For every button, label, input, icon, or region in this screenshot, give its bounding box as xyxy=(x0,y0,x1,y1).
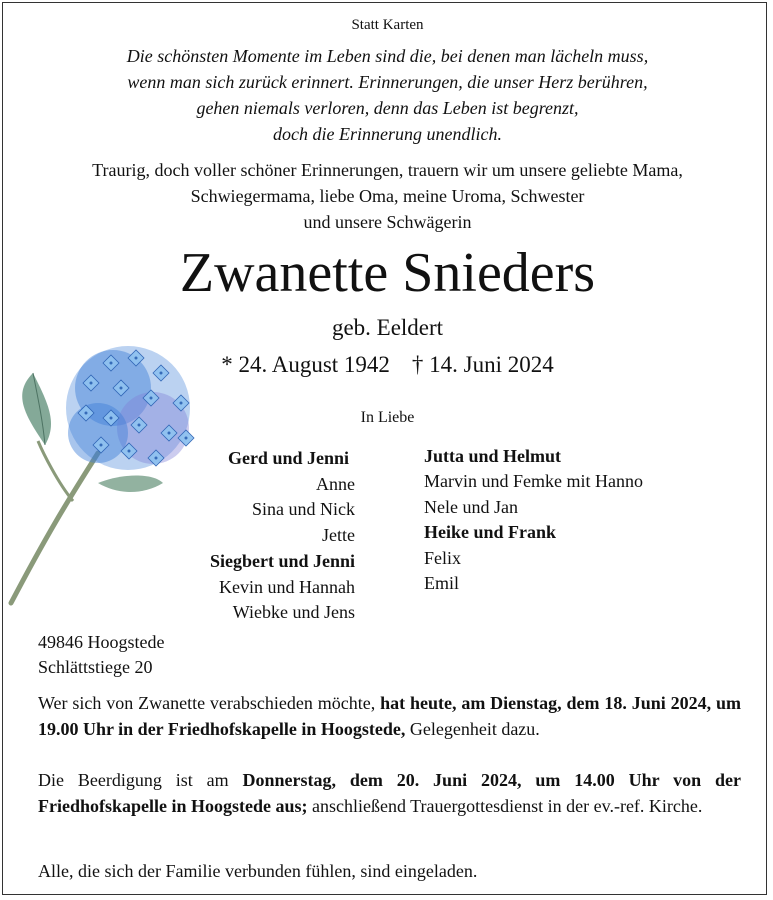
funeral-text-end: anschließend Trauergottesdienst in der ev.-ref. Kirche. xyxy=(307,795,703,816)
poem xyxy=(3,43,767,147)
family-member: Nele und Jan xyxy=(424,496,518,517)
funeral-text: Die Beerdigung ist am xyxy=(38,770,243,790)
life-dates xyxy=(3,350,767,380)
header-statt-karten: Statt Karten xyxy=(351,17,424,33)
funeral-time-location: Donnerstag, dem 20. Juni 2024, um 14.00 Uhr von der Friedhofskapelle in Hoogstede aus; xyxy=(38,770,741,816)
address-block xyxy=(38,630,164,680)
address-city: 49846 Hoogstede xyxy=(38,632,165,652)
family-group-head: Siegbert und Jenni xyxy=(209,550,355,571)
deceased-name: Zwanette Snieders xyxy=(179,242,596,304)
farewell-time-location: hat heute, am Dienstag, dem 18. Juni 2024, um 19.00 Uhr in der Friedhofskapelle in Hoogstede, xyxy=(38,693,742,739)
maiden-name: geb. Eeldert xyxy=(331,315,444,340)
intro-line: Schwiegermama, liebe Oma, meine Uroma, Schwester xyxy=(190,186,585,206)
farewell-text: Wer sich von Zwanette verabschieden möchte, xyxy=(38,693,381,713)
family-member: Kevin und Hannah xyxy=(219,576,355,597)
farewell-paragraph xyxy=(38,691,741,742)
family-member: Sina und Nick xyxy=(252,499,355,520)
obituary-frame xyxy=(2,2,767,895)
intro-line: und unsere Schwägerin xyxy=(303,212,472,232)
family-group-head: Gerd und Jenni xyxy=(227,448,349,468)
farewell-text-end: Gelegenheit dazu. xyxy=(405,718,540,739)
poem-line: Die schönsten Momente im Leben sind die, bei denen man lächeln muss, xyxy=(126,46,649,66)
invitation-paragraph: Alle, die sich der Familie verbunden fühlen, sind eingeladen. xyxy=(38,861,478,881)
poem-line: gehen niemals verloren, denn das Leben ist begrenzt, xyxy=(196,98,579,118)
intro-text xyxy=(3,157,767,235)
address-street: Schlättstiege 20 xyxy=(38,657,153,677)
death-date: † 14. Juni 2024 xyxy=(411,352,554,377)
family-member: Wiebke und Jens xyxy=(232,602,355,623)
family-member: Marvin und Femke mit Hanno xyxy=(424,471,643,492)
poem-line: doch die Erinnerung unendlich. xyxy=(273,124,502,144)
family-member: Emil xyxy=(424,573,459,594)
flower-stem xyxy=(11,441,98,603)
family-member: Jette xyxy=(322,525,355,546)
family-list-left xyxy=(153,446,355,626)
family-group-head: Heike und Frank xyxy=(424,522,557,543)
birth-date: * 24. August 1942 xyxy=(221,352,390,377)
family-list-right xyxy=(424,444,754,596)
family-member: Anne xyxy=(316,473,355,494)
intro-line: Traurig, doch voller schöner Erinnerungen, trauern wir um unsere geliebte Mama, xyxy=(92,160,683,180)
in-love-label: In Liebe xyxy=(360,409,415,426)
family-member: Felix xyxy=(424,547,462,568)
poem-line: wenn man sich zurück erinnert. Erinnerungen, die unser Herz berühren, xyxy=(127,72,648,92)
funeral-paragraph xyxy=(38,768,741,819)
family-group-head: Jutta und Helmut xyxy=(424,446,562,466)
